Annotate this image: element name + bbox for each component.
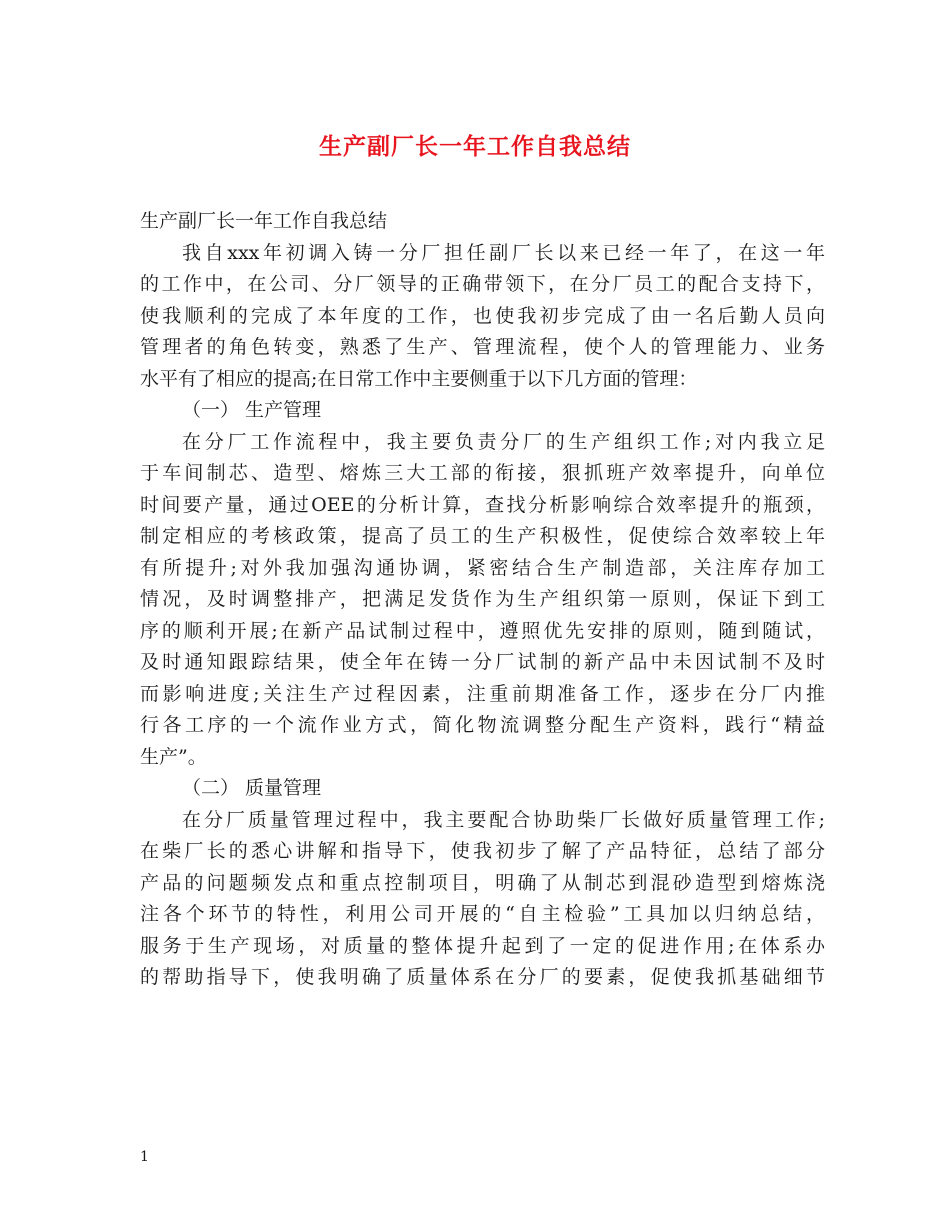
paragraph-line: 在柴厂长的悉心讲解和指导下，使我初步了解了产品特征，总结了部分 (140, 840, 825, 862)
paragraph-line: 的工作中，在公司、分厂领导的正确带领下，在分厂员工的配合支持下， (140, 273, 825, 295)
paragraph-line: 管理者的角色转变，熟悉了生产、管理流程，使个人的管理能力、业务 (140, 336, 825, 358)
paragraph-line: 水平有了相应的提高;在日常工作中主要侧重于以下几方面的管理： (140, 367, 698, 390)
paragraph-line: 制定相应的考核政策，提高了员工的生产积极性，促使综合效率较上年 (140, 525, 825, 547)
document-title: 生产副厂长一年工作自我总结 (319, 133, 631, 160)
paragraph-line: 生产”。 (140, 745, 207, 768)
paragraph-line: 序的顺利开展;在新产品试制过程中，遵照优先安排的原则，随到随试， (140, 619, 825, 642)
paragraph-line: 我自xxx年初调入铸一分厂担任副厂长以来已经一年了，在这一年 (182, 241, 825, 264)
section-heading-quality: （二） 质量管理 (182, 777, 322, 799)
paragraph-line: 在分厂工作流程中，我主要负责分厂的生产组织工作;对内我立足 (182, 430, 825, 453)
subtitle-line: 生产副厂长一年工作自我总结 (140, 210, 388, 232)
paragraph-line: 行各工序的一个流作业方式，简化物流调整分配生产资料，践行“精益 (140, 714, 825, 736)
paragraph-line: 注各个环节的特性，利用公司开展的“自主检验”工具加以归纳总结， (140, 903, 825, 925)
paragraph-line: 使我顺利的完成了本年度的工作，也使我初步完成了由一名后勤人员向 (140, 304, 825, 327)
paragraph-line: 有所提升;对外我加强沟通协调，紧密结合生产制造部，关注库存加工 (140, 556, 825, 579)
page-number: 1 (140, 1149, 149, 1165)
section-heading-production: （一） 生产管理 (182, 399, 322, 421)
paragraph-line: 于车间制芯、造型、熔炼三大工部的衔接，狠抓班产效率提升，向单位 (140, 462, 825, 484)
paragraph-line: 时间要产量，通过OEE的分析计算，查找分析影响综合效率提升的瓶颈， (140, 493, 825, 516)
paragraph-line: 情况，及时调整排产，把满足发货作为生产组织第一原则，保证下到工 (140, 588, 825, 610)
paragraph-line: 而影响进度;关注生产过程因素，注重前期准备工作，逐步在分厂内推 (140, 682, 825, 705)
paragraph-line: 在分厂质量管理过程中，我主要配合协助柴厂长做好质量管理工作; (182, 808, 825, 831)
paragraph-line: 服务于生产现场，对质量的整体提升起到了一定的促进作用;在体系办 (140, 934, 825, 957)
document-body (140, 206, 825, 994)
paragraph-line: 产品的问题频发点和重点控制项目，明确了从制芯到混砂造型到熔炼浇 (140, 871, 825, 894)
paragraph-line: 的帮助指导下，使我明确了质量体系在分厂的要素，促使我抓基础细节 (140, 966, 825, 988)
paragraph-line: 及时通知跟踪结果，使全年在铸一分厂试制的新产品中未因试制不及时 (140, 651, 825, 673)
